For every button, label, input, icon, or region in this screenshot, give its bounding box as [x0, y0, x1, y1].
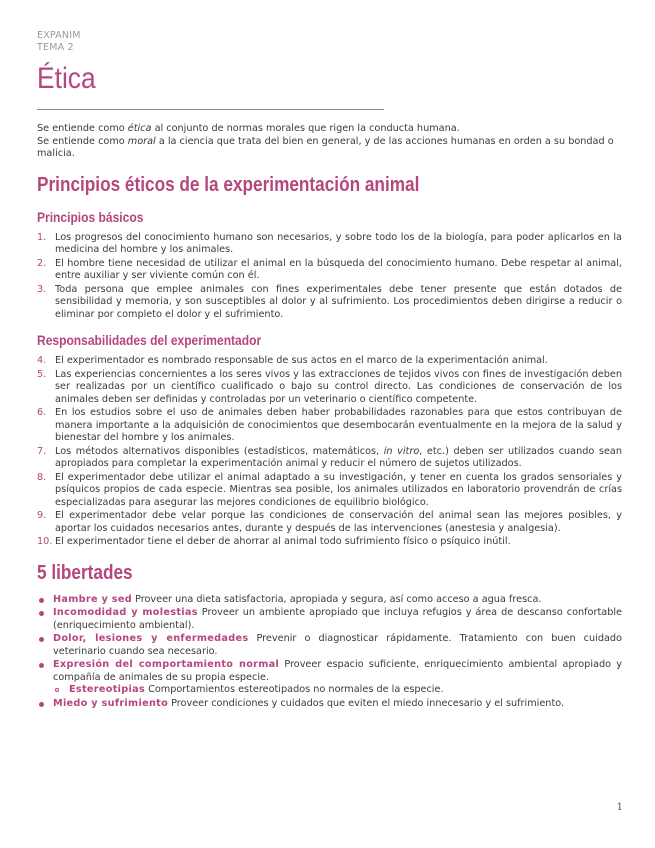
- section-heading-libertades: 5 libertades: [37, 561, 133, 584]
- item-number: 7.: [37, 445, 47, 457]
- item-number: 5.: [37, 368, 47, 380]
- document-page: [37, 30, 622, 711]
- bullet-icon: [39, 702, 44, 707]
- list-item: 9. El experimentador debe velar porque las condiciones de conservación del animal sean las mejores posibles, y aportar los cuidados necesarios antes, durante y después de las intervenciones (anestesia y analgesia).: [37, 510, 622, 534]
- item-number: 9.: [37, 510, 47, 521]
- list-item: 8. El experimentador debe utilizar el animal adaptado a su investigación, y tener en cuenta los grados sensoriales y psíquicos propios de cada especie. Mientras sea posible, los animales utilizados en laboratorio provendrán de crías especializadas para asegurar las mejores condiciones de equilibrio biológico.: [37, 471, 622, 508]
- header-label-topic: TEMA 2: [37, 42, 74, 53]
- list-responsabilidades: [37, 355, 622, 549]
- bullet-icon: [39, 598, 44, 603]
- page-title: Ética: [37, 62, 96, 95]
- list-item: 1. Los progresos del conocimiento humano son necesarios, y sobre todo los de la biología, para poder aplicarlos en la medicina del hombre y los animales.: [37, 231, 622, 255]
- list-item: 2. El hombre tiene necesidad de utilizar el animal en la búsqueda del conocimiento humano. Debe respetar al animal, entre auxiliar y ser viviente común con él.: [37, 257, 622, 281]
- list-item: Miedo y sufrimiento Proveer condiciones y cuidados que eviten el miedo innecesario y el sufrimiento.: [37, 698, 622, 711]
- bullet-icon: [39, 637, 44, 642]
- item-number: 2.: [37, 257, 47, 269]
- bullet-icon: [39, 611, 44, 616]
- sub-list-item: Estereotipias Comportamientos estereotipados no normales de la especie.: [37, 684, 622, 697]
- item-number: 8.: [37, 471, 47, 483]
- subheading-principios-basicos: Principios básicos: [37, 208, 144, 225]
- header-label-course: EXPANIM: [37, 30, 81, 41]
- list-item: 7. Los métodos alternativos disponibles (estadísticos, matemáticos, in vitro, etc.) deben ser utilizados cuando sean apropiados para completar la experimentación animal y reducir el número de sujetos utilizados.: [37, 445, 622, 469]
- item-number: 10.: [37, 536, 53, 547]
- item-number: 3.: [37, 283, 47, 295]
- subheading-responsabilidades: Responsabilidades del experimentador: [37, 332, 262, 348]
- list-item: 5. Las experiencias concernientes a los seres vivos y las extracciones de tejidos vivos con fines de investigación deben ser realizadas por un científico cualificado o bajo su control directo. Las condiciones de conservación de los animales deben ser definidas y controladas por un veterinario o científico competente.: [37, 368, 622, 405]
- title-divider: [37, 109, 384, 110]
- item-number: 4.: [37, 355, 47, 366]
- intro-ethics: Se entiende como ética al conjunto de normas morales que rigen la conducta humana.: [37, 123, 460, 134]
- list-item: Dolor, lesiones y enfermedades Prevenir o diagnosticar rápidamente. Tratamiento con buen cuidado veterinario cuando sea necesario.: [37, 633, 622, 658]
- list-item: Expresión del comportamiento normal Proveer espacio suficiente, enriquecimiento ambiental apropiado y compañía de animales de su propia especie. Estereotipias Comportamientos estereotipados no normales de la especie.: [37, 659, 622, 697]
- list-principios-basicos: [37, 232, 622, 322]
- item-number: 1.: [37, 231, 47, 243]
- list-item: 6. En los estudios sobre el uso de animales deben haber probabilidades razonables para que estos contribuyan de manera importante a la adquisición de conocimientos que desembocarán eventualmente en la mejora de la salud y bienestar del hombre y los animales.: [37, 407, 622, 443]
- list-item: 10. El experimentador tiene el deber de ahorrar al animal todo sufrimiento físico o psíquico inútil.: [37, 536, 511, 547]
- intro-moral: Se entiende como moral a la ciencia que trata del bien en general, y de las acciones humanas en orden a su bondad o malicia.: [37, 135, 614, 159]
- section-heading-principios: Principios éticos de la experimentación animal: [37, 173, 420, 196]
- page-number: 1: [616, 802, 623, 813]
- list-item: 3. Toda persona que emplee animales con fines experimentales debe tener presente que están dotados de sensibilidad y memoria, y son susceptibles al dolor y al sufrimiento. Los procedimientos deben dirigirse a reducir o eliminar por completo el dolor y el sufrimiento.: [37, 283, 622, 320]
- bullet-icon: [39, 663, 44, 668]
- hollow-bullet-icon: [55, 688, 59, 692]
- list-item: 4. El experimentador es nombrado responsable de sus actos en el marco de la experimentación animal.: [37, 355, 548, 366]
- list-item: Incomodidad y molestias Proveer un ambiente apropiado que incluya refugios y área de descanso confortable (enriquecimiento ambiental).: [37, 607, 622, 632]
- list-libertades: [37, 594, 622, 711]
- list-item: Hambre y sed Proveer una dieta satisfactoria, apropiada y segura, así como acceso a agua fresca.: [37, 594, 622, 607]
- item-number: 6.: [37, 407, 47, 418]
